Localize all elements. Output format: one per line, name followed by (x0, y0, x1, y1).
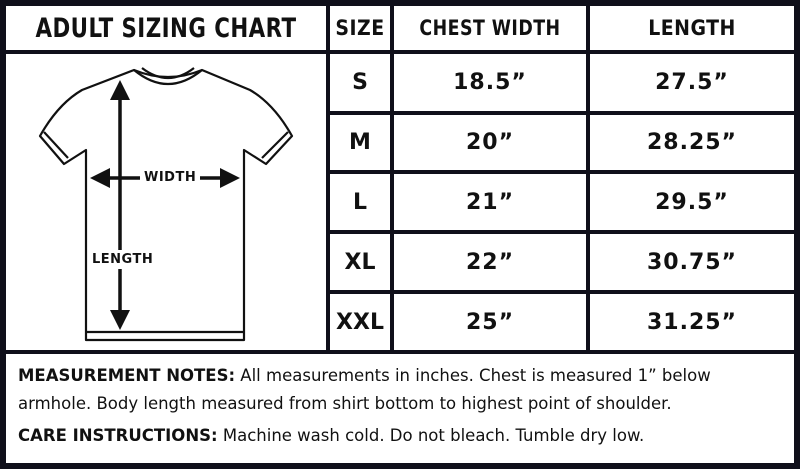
frame-right (794, 0, 800, 469)
chest-cell: 20” (465, 130, 515, 155)
table-row (330, 294, 794, 350)
table-row (330, 234, 794, 290)
measurement-notes-text: All measurements in inches. Chest is measured 1” below armhole. Body length measured from shirt bottom to highest point of shoulder. (18, 366, 711, 413)
size-column-header: SIZE (335, 16, 385, 40)
care-instructions-text: Machine wash cold. Do not bleach. Tumble dry low. (217, 426, 645, 445)
chest-cell: 25” (465, 309, 515, 335)
measurement-notes (18, 362, 788, 418)
size-cell: XXL (336, 309, 384, 335)
tshirt-diagram (6, 54, 326, 350)
notes-divider (0, 350, 800, 354)
length-label: LENGTH (92, 252, 154, 267)
length-cell: 29.5” (655, 189, 729, 215)
care-instructions (18, 422, 788, 450)
frame-bottom (0, 463, 800, 469)
chest-cell: 21” (465, 189, 515, 215)
chart-title: ADULT SIZING CHART (35, 12, 297, 44)
size-cell: S (352, 70, 368, 95)
chest-cell: 22” (465, 249, 515, 275)
chest-width-column-header: CHEST WIDTH (419, 16, 561, 40)
table-row (330, 174, 794, 230)
length-cell: 28.25” (646, 130, 738, 155)
width-label: WIDTH (140, 170, 200, 185)
size-cell: XL (344, 249, 376, 275)
length-column-header: LENGTH (648, 16, 736, 40)
size-cell: M (349, 130, 371, 155)
length-cell: 27.5” (655, 70, 729, 95)
length-cell: 30.75” (646, 249, 738, 275)
care-instructions-label: CARE INSTRUCTIONS: (18, 426, 218, 445)
chest-cell: 18.5” (453, 70, 527, 95)
notes-section (18, 362, 788, 450)
measurement-notes-label: MEASUREMENT NOTES: (18, 366, 236, 385)
table-row (330, 115, 794, 170)
length-cell: 31.25” (646, 309, 738, 335)
tshirt-icon (6, 54, 326, 350)
table-row (330, 54, 794, 111)
size-cell: L (352, 189, 368, 215)
